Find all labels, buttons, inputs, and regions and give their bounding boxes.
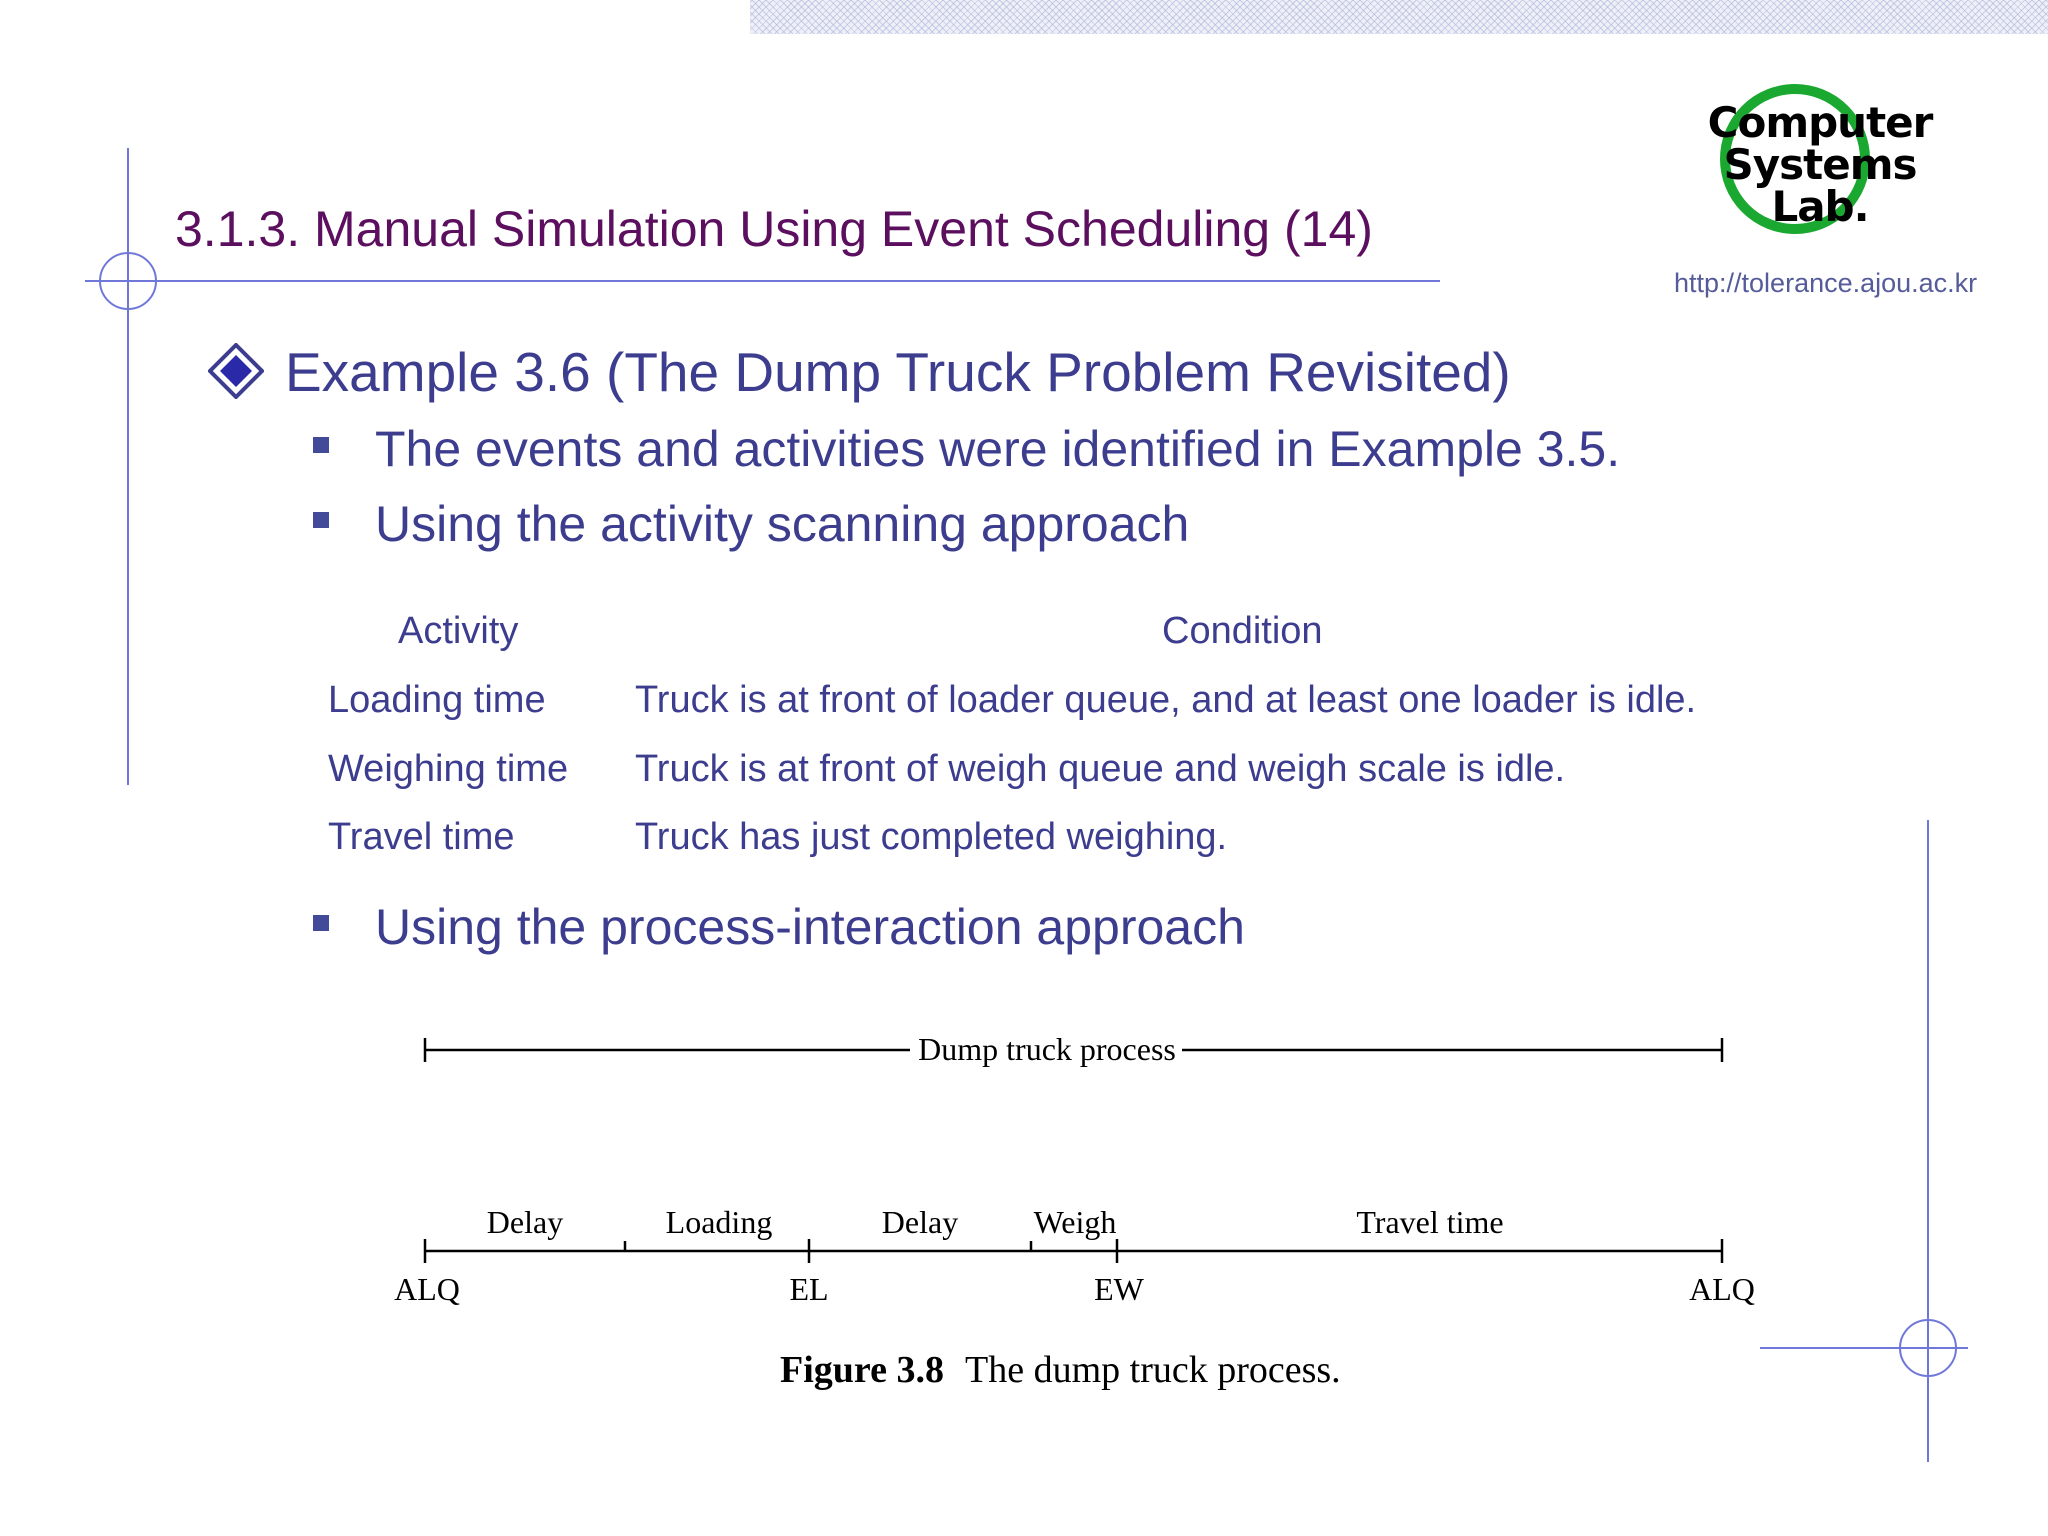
table-cell-condition: Truck is at front of loader queue, and at least one loader is idle. bbox=[635, 679, 1697, 721]
table-cell-activity: Weighing time bbox=[328, 748, 569, 790]
event-label: EL bbox=[789, 1271, 829, 1307]
segment-label: Delay bbox=[881, 1204, 959, 1240]
example-heading: Example 3.6 (The Dump Truck Problem Revisited) bbox=[285, 341, 1511, 403]
table-cell-activity: Loading time bbox=[328, 679, 546, 721]
table-cell-condition: Truck has just completed weighing. bbox=[635, 816, 1228, 858]
lab-url: http://tolerance.ajou.ac.kr bbox=[1674, 268, 1978, 298]
figure-caption-number: Figure 3.8 bbox=[780, 1349, 944, 1391]
table-cell-activity: Travel time bbox=[328, 816, 515, 858]
segment-label: Delay bbox=[486, 1204, 564, 1240]
bullet-activity-scanning: Using the activity scanning approach bbox=[375, 496, 1190, 552]
logo-line-1: Computer bbox=[1707, 98, 1933, 147]
logo-line-2: Systems bbox=[1723, 140, 1917, 189]
logo-line-3: Lab. bbox=[1771, 182, 1869, 231]
slide-title: 3.1.3. Manual Simulation Using Event Scheduling (14) bbox=[175, 201, 1373, 257]
segment-label: Loading bbox=[665, 1204, 773, 1240]
event-label: ALQ bbox=[1689, 1271, 1755, 1307]
segment-label: Travel time bbox=[1356, 1204, 1504, 1240]
process-span-label: Dump truck process bbox=[918, 1031, 1176, 1067]
figure-caption-text: The dump truck process. bbox=[965, 1349, 1341, 1391]
event-label: ALQ bbox=[394, 1271, 460, 1307]
table-cell-condition: Truck is at front of weigh queue and weigh scale is idle. bbox=[635, 748, 1566, 790]
event-label: EW bbox=[1094, 1271, 1144, 1307]
table-header-activity: Activity bbox=[398, 610, 519, 652]
bullet-events-identified: The events and activities were identified in Example 3.5. bbox=[375, 421, 1621, 477]
segment-label: Weigh bbox=[1033, 1204, 1117, 1240]
table-header-condition: Condition bbox=[1162, 610, 1323, 652]
bullet-process-interaction: Using the process-interaction approach bbox=[375, 899, 1245, 955]
